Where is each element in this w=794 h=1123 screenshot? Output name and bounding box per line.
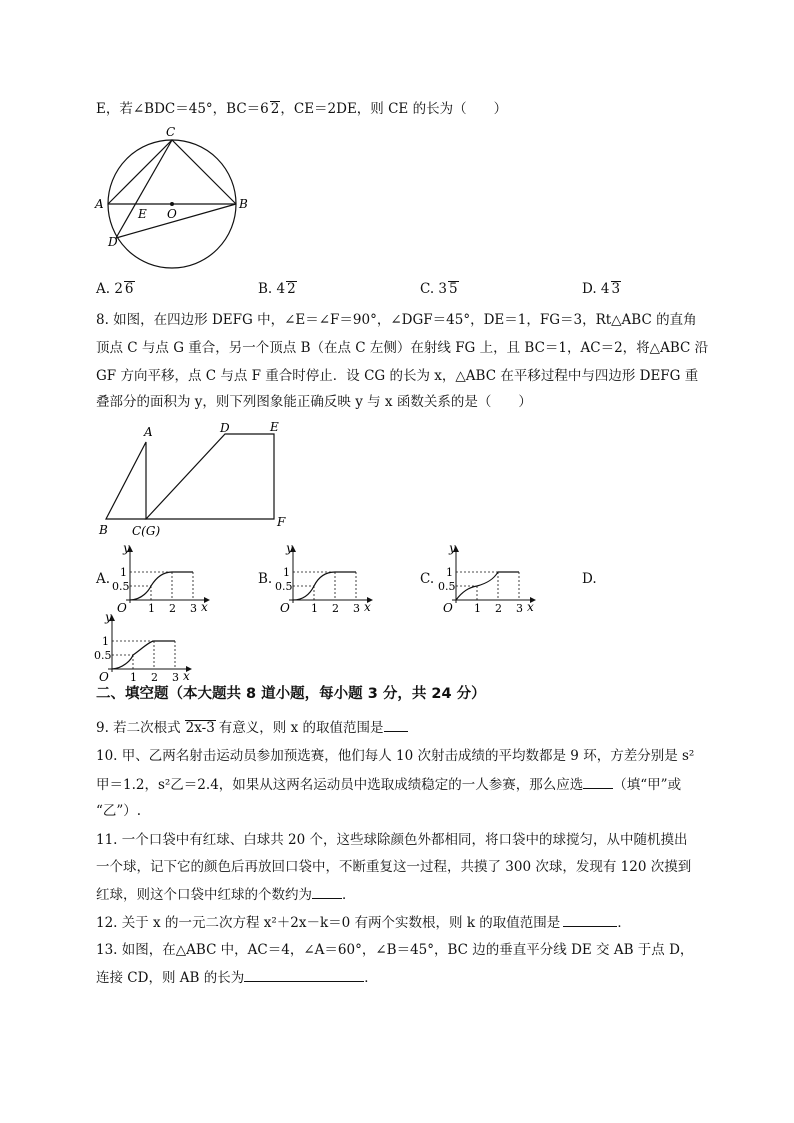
q7-option-c-sqrt: 5 xyxy=(449,281,458,297)
origin-label: O xyxy=(117,601,127,615)
tick-label-y-half: 0.5 xyxy=(438,580,456,593)
q7-line-cd xyxy=(116,140,172,238)
section-2-title: 二、填空题（本大题共 8 道小题，每小题 3 分，共 24 分） xyxy=(96,686,486,702)
y-axis-label: y xyxy=(123,541,130,555)
q10-answer-blank[interactable] xyxy=(583,774,613,789)
q7-label-c: C xyxy=(166,125,176,139)
tick-label-x2: 2 xyxy=(332,602,339,615)
q7-option-d-sqrt: 3 xyxy=(611,281,621,297)
q8-label-cg: C(G) xyxy=(132,524,161,538)
q7-option-d[interactable] xyxy=(582,281,621,297)
y-axis-label: y xyxy=(449,541,456,555)
q7-option-a[interactable] xyxy=(96,281,135,297)
x-axis-label: x xyxy=(527,600,534,614)
q8-triangle-abc xyxy=(106,442,146,519)
q8-option-a-letter[interactable]: A. xyxy=(96,571,111,587)
tick-label-x3: 3 xyxy=(516,602,523,615)
q7-center-dot xyxy=(170,202,174,206)
tick-label-y-half: 0.5 xyxy=(112,580,130,593)
tick-label-x2: 2 xyxy=(495,602,502,615)
q10-line-3: “乙”）. xyxy=(96,803,142,819)
q12-suffix: ． xyxy=(617,915,631,931)
q7-stem xyxy=(96,99,507,119)
q8-graph-b[interactable] xyxy=(273,541,383,615)
tick-label-x1: 1 xyxy=(474,602,481,615)
q7-option-c-prefix: C. 3 xyxy=(420,281,448,297)
q10-line-1: 10. 甲、乙两名射击运动员参加预选赛，他们每人 10 次射击成绩的平均数都是 9 环，方差分别是 s² xyxy=(96,748,695,764)
q10-line-2-suffix: （填“甲”或 xyxy=(613,777,682,793)
tick-label-x1: 1 xyxy=(130,671,137,684)
q7-label-d: D xyxy=(108,235,118,249)
q8-graph-d[interactable] xyxy=(92,610,202,684)
q7-label-e: E xyxy=(138,207,147,221)
tick-label-x2: 2 xyxy=(151,671,158,684)
q10-line-2 xyxy=(96,774,681,795)
tick-label-x1: 1 xyxy=(311,602,318,615)
q13-line-2 xyxy=(96,967,378,988)
origin-label: O xyxy=(99,670,109,684)
q8-figure xyxy=(96,418,296,540)
tick-label-y1: 1 xyxy=(283,566,290,579)
q7-circle-figure xyxy=(90,122,260,270)
tick-label-x3: 3 xyxy=(172,671,179,684)
q8-line-1: 8. 如图，在四边形 DEFG 中，∠E＝∠F＝90°，∠DGF＝45°，DE＝1，FG＝3，Rt△ABC 的直角 xyxy=(96,312,697,328)
q8-option-c-letter[interactable]: C. xyxy=(420,571,435,587)
q8-option-b-letter[interactable]: B. xyxy=(258,571,273,587)
q11-line-2: 一个球，记下它的颜色后再放回口袋中，不断重复这一过程，共摸了 300 次球，发现有 120 次摸到 xyxy=(96,859,692,875)
q12-text: 12. 关于 x 的一元二次方程 x²＋2x－k＝0 有两个实数根，则 k 的取值范围是 xyxy=(96,915,561,931)
q13-line-2-text: 连接 CD，则 AB 的长为 xyxy=(96,970,245,986)
q10-line-2-text: 甲＝1.2，s²乙＝2.4，如果从这两名运动员中选取成绩稳定的一人参赛，那么应选 xyxy=(96,777,584,793)
q13-answer-blank[interactable] xyxy=(244,967,364,982)
q9-sqrt: 2x-3 xyxy=(185,720,215,736)
q12 xyxy=(96,912,631,933)
q9-suffix: 有意义，则 x 的取值范围是 xyxy=(218,720,384,736)
q7-option-a-sqrt: 6 xyxy=(124,281,134,297)
q13-line-2-suffix: ． xyxy=(364,970,378,986)
q7-option-b[interactable] xyxy=(258,281,297,297)
q7-stem-prefix: E，若∠BDC＝45°，BC＝6 xyxy=(96,101,269,117)
q7-option-c[interactable] xyxy=(420,281,459,297)
q8-line-4: 叠部分的面积为 y，则下列图象能正确反映 y 与 x 函数关系的是（ ） xyxy=(96,394,532,410)
tick-label-y1: 1 xyxy=(102,635,109,648)
q9-prefix: 9. 若二次根式 xyxy=(96,720,181,736)
q8-label-b: B xyxy=(99,523,108,537)
q7-label-b: B xyxy=(239,197,248,211)
q7-stem-suffix: ，CE＝2DE，则 CE 的长为（ ） xyxy=(280,101,508,117)
tick-label-y1: 1 xyxy=(120,566,127,579)
q8-label-e: E xyxy=(270,420,279,434)
x-axis-label: x xyxy=(364,600,371,614)
q11-line-3 xyxy=(96,884,356,905)
tick-label-x3: 3 xyxy=(190,602,197,615)
q13-line-1: 13. 如图，在△ABC 中，AC＝4，∠A＝60°，∠B＝45°，BC 边的垂直平分线 DE 交 AB 于点 D， xyxy=(96,942,694,958)
origin-label: O xyxy=(280,601,290,615)
x-axis-label: x xyxy=(201,600,208,614)
q7-triangle-acb xyxy=(108,140,236,204)
q7-option-b-prefix: B. 4 xyxy=(258,281,286,297)
q7-option-b-sqrt: 2 xyxy=(287,281,296,297)
q8-graph-c[interactable] xyxy=(436,541,546,615)
q7-stem-sqrt: 2 xyxy=(270,101,280,117)
q9 xyxy=(96,717,408,738)
q8-line-2: 顶点 C 与点 G 重合，另一个顶点 B（在点 C 左侧）在射线 FG 上，且 BC＝1，AC＝2，将△ABC 沿 xyxy=(96,340,709,356)
q8-quad-defg xyxy=(146,434,274,519)
tick-label-y-half: 0.5 xyxy=(94,649,112,662)
q11-line-1: 11. 一个口袋中有红球、白球共 20 个，这些球除颜色外都相同，将口袋中的球搅匀，从中随机摸出 xyxy=(96,832,688,848)
q8-label-f: F xyxy=(277,515,286,529)
q12-answer-blank[interactable] xyxy=(563,912,617,927)
q8-label-a: A xyxy=(144,425,153,439)
q7-option-a-prefix: A. 2 xyxy=(96,281,123,297)
y-axis-label: y xyxy=(286,541,293,555)
tick-label-x2: 2 xyxy=(169,602,176,615)
q8-graph-a[interactable] xyxy=(110,541,220,615)
q8-label-d: D xyxy=(220,421,230,435)
origin-label: O xyxy=(443,601,453,615)
y-axis-label: y xyxy=(105,610,112,624)
tick-label-x1: 1 xyxy=(148,602,155,615)
q9-answer-blank[interactable] xyxy=(384,717,408,732)
q11-answer-blank[interactable] xyxy=(312,884,342,899)
q11-line-3-text: 红球，则这个口袋中红球的个数约为 xyxy=(96,887,312,903)
q7-label-o: O xyxy=(167,207,177,221)
tick-label-y1: 1 xyxy=(446,566,453,579)
tick-label-y-half: 0.5 xyxy=(275,580,293,593)
tick-label-x3: 3 xyxy=(353,602,360,615)
q7-label-a: A xyxy=(95,197,104,211)
q8-option-d-letter[interactable]: D. xyxy=(582,571,597,587)
q7-option-d-prefix: D. 4 xyxy=(582,281,610,297)
q8-line-3: GF 方向平移，点 C 与点 F 重合时停止．设 CG 的长为 x，△ABC 在平移过程中与四边形 DEFG 重 xyxy=(96,368,699,384)
x-axis-label: x xyxy=(183,669,190,683)
q11-line-3-suffix: ． xyxy=(342,887,356,903)
